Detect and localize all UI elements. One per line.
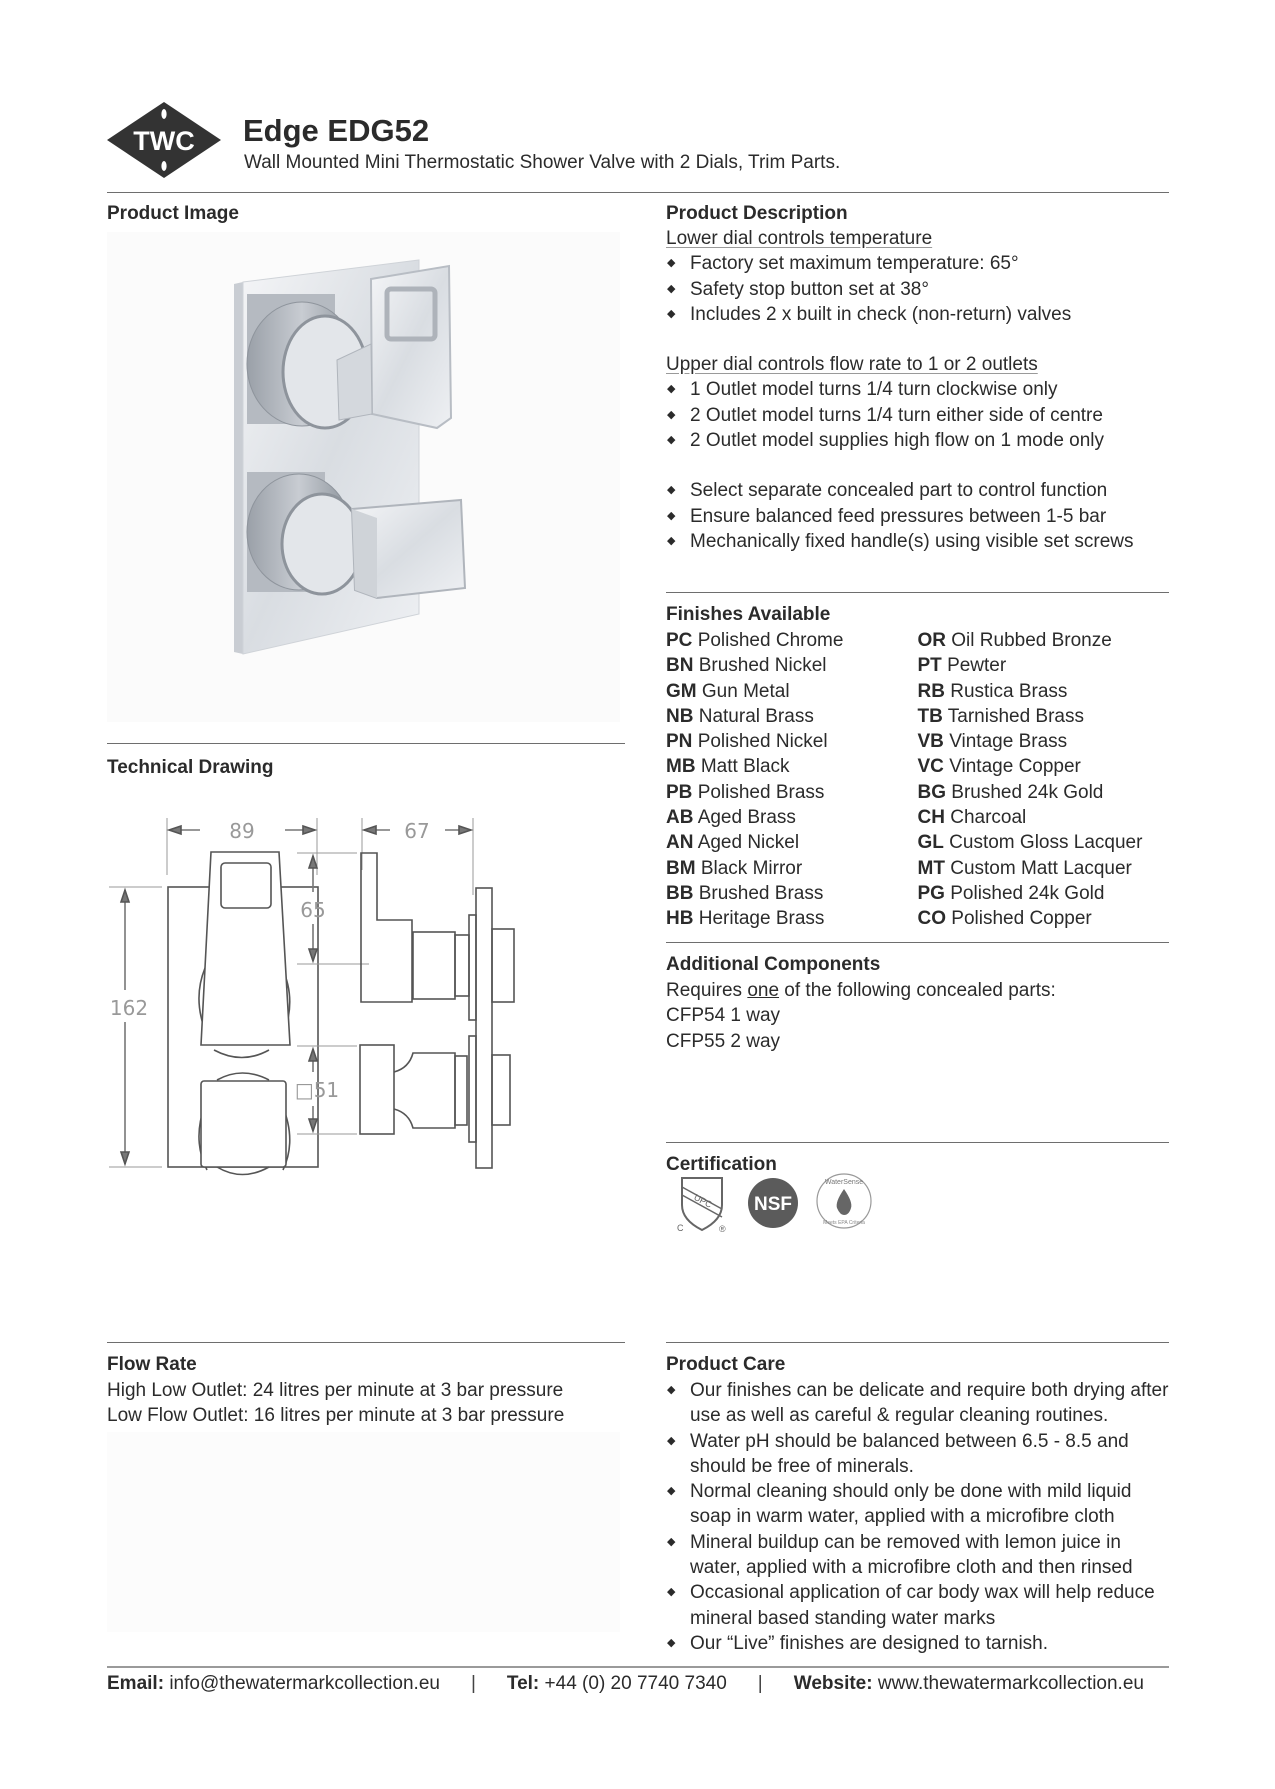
right-divider-2	[666, 942, 1169, 943]
flow-rate-panel	[107, 1432, 620, 1632]
care-item: ◆ Our finishes can be delicate and require both drying after use as well as careful & regular cleaning routines.	[666, 1378, 1172, 1429]
finish-code: VC	[917, 756, 944, 778]
finishes-list	[666, 628, 1169, 932]
care-item: ◆ Our “Live” finishes are designed to tarnish.	[666, 1631, 1172, 1656]
finish-item	[918, 729, 1170, 754]
finish-code: GL	[917, 832, 944, 854]
finish-item	[918, 754, 1170, 779]
finish-item	[918, 856, 1170, 881]
finish-code: BG	[917, 781, 946, 803]
finish-row	[666, 830, 1169, 855]
email-label: Email:	[107, 1673, 165, 1694]
finish-item	[918, 679, 1170, 704]
nsf-text: NSF	[754, 1194, 792, 1215]
finish-item	[666, 679, 918, 704]
finish-name: Natural Brass	[698, 705, 814, 727]
finish-code: NB	[666, 705, 694, 727]
watersense-subtext: Meets EPA Criteria	[823, 1220, 865, 1226]
certification-heading: Certification	[666, 1154, 777, 1175]
finish-item	[918, 628, 1170, 653]
footer-divider	[107, 1666, 1169, 1668]
website-label: Website:	[793, 1673, 873, 1694]
finish-code: AN	[666, 832, 694, 854]
finish-code: HB	[666, 908, 694, 930]
finish-name: Brushed 24k Gold	[951, 781, 1104, 803]
finish-row	[666, 881, 1169, 906]
description-group-title: Upper dial controls flow rate to 1 or 2 outlets	[666, 354, 1038, 376]
finish-item	[918, 653, 1170, 678]
finish-name: Custom Gloss Lacquer	[949, 832, 1143, 854]
upc-c: C	[677, 1223, 684, 1233]
additional-components-heading: Additional Components	[666, 954, 881, 975]
finish-code: GM	[666, 680, 697, 702]
finish-code: BN	[666, 655, 694, 677]
care-item: ◆ Water pH should be balanced between 6.5 - 8.5 and should be free of minerals.	[666, 1429, 1172, 1480]
finish-name: Oil Rubbed Bronze	[951, 630, 1112, 651]
finish-name: Custom Matt Lacquer	[950, 857, 1132, 879]
footer-divider-2: |	[757, 1673, 763, 1694]
finish-row	[666, 653, 1169, 678]
care-item: ◆ Occasional application of car body wax will help reduce mineral based standing water marks	[666, 1580, 1172, 1631]
requires-post: of the following concealed parts:	[779, 980, 1056, 1001]
concealed-part: CFP55 2 way	[666, 1030, 781, 1052]
finish-code: MT	[917, 857, 945, 879]
requires-emphasis: one	[747, 980, 780, 1001]
product-care-heading: Product Care	[666, 1354, 786, 1375]
finish-code: OR	[917, 630, 946, 651]
finish-name: Polished Copper	[951, 908, 1092, 930]
finish-name: Rustica Brass	[950, 680, 1068, 702]
finish-name: Polished Brass	[697, 781, 825, 803]
finish-code: BB	[666, 882, 694, 904]
finishes-heading: Finishes Available	[666, 604, 831, 625]
finish-name: Heritage Brass	[698, 908, 825, 930]
finish-row	[666, 628, 1169, 653]
finish-name: Vintage Copper	[949, 756, 1081, 778]
finish-item	[918, 704, 1170, 729]
footer	[107, 1673, 1169, 1695]
list-item: ◆ 1 Outlet model turns 1/4 turn clockwise only	[666, 377, 1169, 402]
finish-name: Brushed Nickel	[698, 655, 827, 677]
finish-code: VB	[917, 731, 944, 753]
right-divider-1	[666, 592, 1169, 593]
finish-item	[666, 805, 918, 830]
dim-handle-height: 65	[300, 898, 326, 922]
requires-text	[666, 978, 1169, 1003]
finish-row	[666, 780, 1169, 805]
finish-item	[666, 830, 918, 855]
list-item: ◆ Safety stop button set at 38°	[666, 277, 1169, 302]
list-item: ◆ Factory set maximum temperature: 65°	[666, 251, 1169, 276]
left-divider-2	[107, 1342, 625, 1343]
finish-code: PB	[666, 781, 693, 803]
care-item: ◆ Mineral buildup can be removed with lemon juice in water, applied with a microfibre cloth and then rinsed	[666, 1530, 1172, 1581]
logo	[105, 100, 223, 180]
right-divider-3	[666, 1142, 1169, 1143]
flow-rate-line: Low Flow Outlet: 16 litres per minute at 3 bar pressure	[107, 1405, 565, 1427]
finish-code: CO	[917, 908, 946, 930]
finish-code: CH	[917, 807, 945, 829]
finish-item	[918, 780, 1170, 805]
finish-row	[666, 754, 1169, 779]
product-description	[666, 226, 1169, 554]
flow-rate	[107, 1378, 622, 1429]
finish-name: Aged Brass	[697, 807, 796, 829]
finish-name: Charcoal	[950, 807, 1027, 829]
finish-name: Black Mirror	[700, 857, 803, 879]
footer-divider-1: |	[470, 1673, 476, 1694]
watersense-badge	[815, 1172, 873, 1230]
page-subtitle: Wall Mounted Mini Thermostatic Shower Valve with 2 Dials, Trim Parts.	[244, 152, 841, 173]
finish-name: Aged Nickel	[697, 832, 800, 854]
finish-code: BM	[666, 857, 696, 879]
dim-depth: 67	[404, 819, 430, 843]
list-item: ◆ Select separate concealed part to control function	[666, 478, 1169, 503]
finish-item	[666, 754, 918, 779]
upc-text: UPC	[692, 1192, 714, 1210]
finish-item	[666, 881, 918, 906]
finish-row	[666, 729, 1169, 754]
list-item: ◆ Mechanically fixed handle(s) using visible set screws	[666, 529, 1169, 554]
finish-item	[666, 729, 918, 754]
list-item: ◆ 2 Outlet model turns 1/4 turn either side of centre	[666, 403, 1169, 428]
finish-code: PT	[917, 655, 942, 677]
finish-row	[666, 805, 1169, 830]
finish-code: TB	[917, 705, 943, 727]
care-item: ◆ Normal cleaning should only be done with mild liquid soap in warm water, applied with a microfibre cloth	[666, 1479, 1172, 1530]
upc-registered: ®	[719, 1224, 726, 1233]
technical-drawing	[107, 800, 622, 1180]
finish-name: Polished Chrome	[697, 630, 844, 651]
finish-item	[918, 830, 1170, 855]
finish-item	[666, 653, 918, 678]
technical-drawing-heading: Technical Drawing	[107, 757, 274, 778]
dim-dial-size: □51	[294, 1078, 340, 1102]
product-description-heading: Product Description	[666, 203, 848, 224]
finish-item	[666, 704, 918, 729]
finish-row	[666, 906, 1169, 931]
finish-item	[666, 906, 918, 931]
finish-code: RB	[917, 680, 945, 702]
product-image-heading: Product Image	[107, 203, 239, 224]
finish-item	[666, 628, 918, 653]
list-item: ◆ 2 Outlet model supplies high flow on 1 mode only	[666, 428, 1169, 453]
email-link[interactable]: info@thewatermarkcollection.eu	[169, 1673, 440, 1694]
finish-code: PN	[666, 731, 693, 753]
product-image	[107, 232, 620, 722]
finish-name: Brushed Brass	[698, 882, 824, 904]
dim-width: 89	[229, 819, 255, 843]
finish-name: Matt Black	[700, 756, 790, 778]
finish-name: Tarnished Brass	[947, 705, 1084, 727]
finish-row	[666, 679, 1169, 704]
concealed-part: CFP54 1 way	[666, 1005, 781, 1027]
finish-name: Pewter	[947, 655, 1007, 677]
nsf-badge	[747, 1177, 799, 1229]
finish-item	[666, 856, 918, 881]
requires-pre: Requires	[666, 980, 748, 1001]
website-link[interactable]: www.thewatermarkcollection.eu	[877, 1673, 1144, 1694]
list-item: ◆ Includes 2 x built in check (non-return) valves	[666, 302, 1169, 327]
finish-code: AB	[666, 807, 694, 829]
description-group-title: Lower dial controls temperature	[666, 228, 933, 249]
finish-row	[666, 856, 1169, 881]
finish-name: Gun Metal	[701, 680, 790, 702]
tel-link[interactable]: +44 (0) 20 7740 7340	[544, 1673, 727, 1694]
watersense-text: WaterSense	[824, 1179, 864, 1186]
finish-name: Polished Nickel	[697, 731, 828, 753]
left-divider-1	[107, 743, 625, 744]
tel-label: Tel:	[506, 1673, 540, 1694]
flow-rate-heading: Flow Rate	[107, 1354, 197, 1375]
dim-height: 162	[109, 996, 149, 1020]
page-title: Edge EDG52	[243, 113, 430, 148]
flow-rate-line: High Low Outlet: 24 litres per minute at 3 bar pressure	[107, 1380, 564, 1401]
finish-item	[918, 906, 1170, 931]
list-item: ◆ Ensure balanced feed pressures between 1-5 bar	[666, 504, 1169, 529]
header-divider	[107, 192, 1169, 193]
finish-row	[666, 704, 1169, 729]
finish-item	[918, 881, 1170, 906]
finish-name: Polished 24k Gold	[950, 882, 1105, 904]
right-divider-4	[666, 1342, 1169, 1343]
logo-text: TWC	[133, 126, 195, 156]
finish-item	[918, 805, 1170, 830]
upc-badge	[674, 1175, 726, 1233]
finish-name: Vintage Brass	[949, 731, 1068, 753]
finish-code: PG	[917, 882, 945, 904]
additional-components	[666, 978, 1169, 1054]
finish-code: MB	[666, 756, 696, 778]
finish-item	[666, 780, 918, 805]
finish-code: PC	[666, 630, 693, 651]
product-care	[666, 1378, 1172, 1656]
